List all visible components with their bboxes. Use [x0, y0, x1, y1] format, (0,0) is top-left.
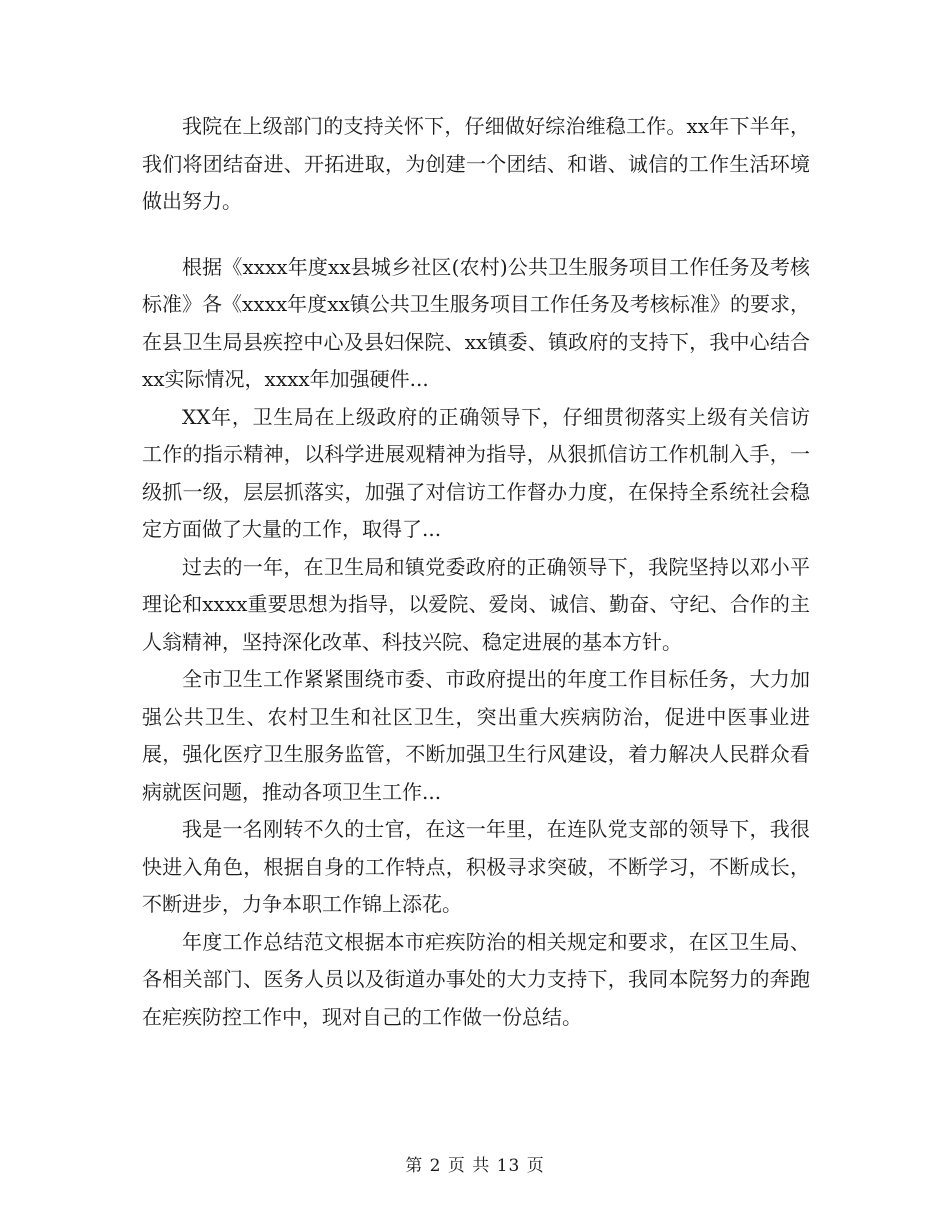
paragraph-5: 全市卫生工作紧紧围绕市委、市政府提出的年度工作目标任务，大力加强公共卫生、农村卫生和社区卫生，突出重大疾病防治，促进中医事业进展，强化医疗卫生服务监管，不断加强卫生行风建设，着力解决人民群众看病就医问题，推动各项卫生工作... [142, 667, 810, 804]
paragraph-2: 根据《xxxx年度xx县城乡社区(农村)公共卫生服务项目工作任务及考核标准》各《xxxx年度xx镇公共卫生服务项目工作任务及考核标准》的要求，在县卫生局县疾控中心及县妇保院、xx镇委、镇政府的支持下，我中心结合xx实际情况，xxxx年加强硬件... [142, 254, 810, 391]
paragraph-7: 年度工作总结范文根据本市疟疾防治的相关规定和要求，在区卫生局、各相关部门、医务人员以及街道办事处的大力支持下，我同本院努力的奔跑在疟疾防控工作中，现对自己的工作做一份总结。 [142, 929, 810, 1029]
page-footer [0, 1154, 950, 1178]
paragraph-4: 过去的一年，在卫生局和镇党委政府的正确领导下，我院坚持以邓小平理论和xxxx重要思想为指导，以爱院、爱岗、诚信、勤奋、守纪、合作的主人翁精神，坚持深化改革、科技兴院、稳定进展的基本方针。 [142, 554, 810, 654]
document-body [142, 108, 810, 1036]
paragraph-1: 我院在上级部门的支持关怀下，仔细做好综治维稳工作。xx年下半年，我们将团结奋进、开拓进取，为创建一个团结、和谐、诚信的工作生活环境做出努力。 [142, 114, 810, 213]
page-number: 第 2 页 共 13 页 [405, 1156, 545, 1176]
paragraph-3: XX年，卫生局在上级政府的正确领导下，仔细贯彻落实上级有关信访工作的指示精神，以科学进展观精神为指导，从狠抓信访工作机制入手，一级抓一级，层层抓落实，加强了对信访工作督办力度，在保持全系统社会稳定方面做了大量的工作，取得了... [142, 404, 810, 541]
paragraph-6: 我是一名刚转不久的士官，在这一年里，在连队党支部的领导下，我很快进入角色，根据自身的工作特点，积极寻求突破，不断学习，不断成长，不断进步，力争本职工作锦上添花。 [142, 817, 810, 916]
